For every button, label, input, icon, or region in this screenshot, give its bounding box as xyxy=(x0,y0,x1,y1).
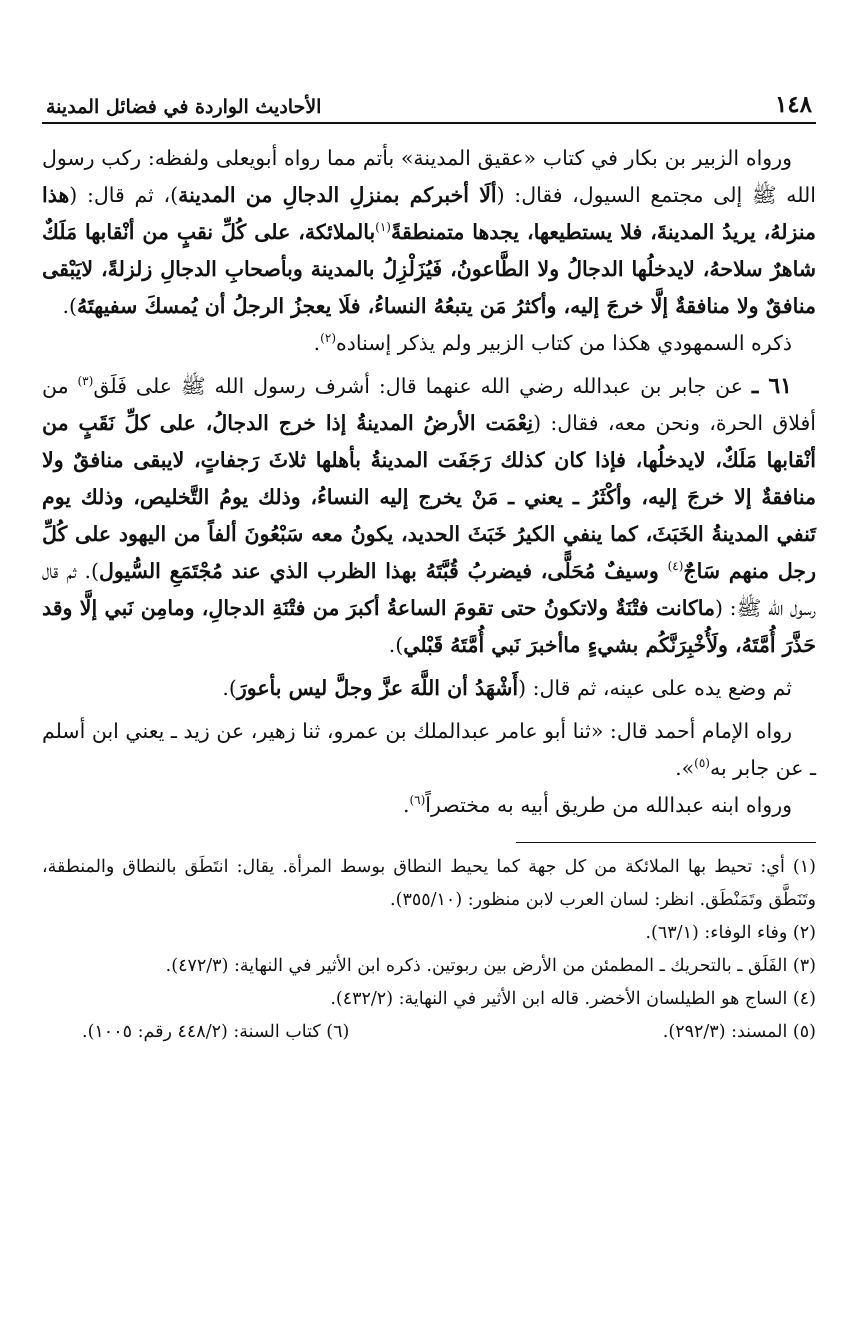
text-span: ). ثم قال رسول الله ﷺ: ( xyxy=(42,559,816,620)
main-text xyxy=(42,140,816,824)
hadith-quote: وسيفٌ مُحَلًّى، فيضربُ قُبَّتَهُ بهذا الظرب الذي عند مُجْتَمَعِ السُّيول xyxy=(98,559,668,583)
footnote-6: (٦) كتاب السنة: (٤٤٨/٢ رقم: ١٠٠٥). xyxy=(82,1022,350,1042)
hadith-number: ٦١ ـ xyxy=(751,373,792,399)
hadith-quote: أَشْهَدُ أن اللَّهَ عزَّ وجلَّ ليس بأعورَ xyxy=(236,676,519,700)
footnote-ref[interactable]: (٢) xyxy=(320,331,336,346)
page-number: ١٤٨ xyxy=(774,91,812,118)
text-span: ورواه ابنه عبدالله من طريق أبيه به مختصراً xyxy=(425,793,792,817)
footnote-rule xyxy=(516,842,816,843)
text-span: . xyxy=(402,793,410,817)
text-span: ». xyxy=(675,756,695,780)
footnote-2: (٢) وفاء الوفاء: (٦٣/١). xyxy=(645,923,816,943)
text-span: ). xyxy=(388,633,404,657)
footnote-ref[interactable]: (٥) xyxy=(694,756,710,771)
footnote-ref[interactable]: (٣) xyxy=(77,374,94,389)
footnotes xyxy=(42,851,816,1049)
text-span: ورواه الزبير بن بكار في كتاب «عقيق المدينة» بأتم مما رواه أبويعلى ولفظه: ركب رسول الله ﷺ إلى مجتمع السيول، فقال: ( xyxy=(42,146,816,207)
footnote-4: (٤) الساج هو الطيلسان الأخضر. قاله ابن الأثير في النهاية: (٤٣٢/٢). xyxy=(330,989,816,1009)
hadith-quote: نِعْمَت الأرضُ المدينةُ إذا خرج الدجالُ، على كلِّ نَقَبٍ من أنْقابها مَلَكٌ، لايدخلُها، فإذا كان كذلك رَجَفَت المدينةُ بأهلها ثلاثَ رَجفاتٍ، لايبقى منافقٌ ولا منافقةٌ إلا خرجَ إليه، وأكْثَرُ ـ يعني ـ مَنْ يخرج إليه النساءُ، وذلك يومُ التَّخليص، وذلك يوم تَنفي المدينةُ الخَبَثَ، كما ينفي الكيرُ خَبَثَ الحديد، يكونُ معه سَبْعُونَ ألفاً من اليهود على كُلِّ رجل منهم سَاجٌ xyxy=(42,411,816,583)
page-header xyxy=(42,82,816,118)
text-span: من أفلاق الحرة، ونحن معه، فقال: ( xyxy=(42,374,816,435)
footnote-ref[interactable]: (٤) xyxy=(667,559,684,574)
footnote-5: (٥) المسند: (٢٩٢/٣). xyxy=(662,1022,816,1042)
paragraph-zubair-narration xyxy=(42,140,816,325)
text-span: ). xyxy=(222,676,237,700)
paragraph-samhudi xyxy=(42,325,816,362)
text-span: )، ثم قال: ( xyxy=(69,183,179,207)
hadith-61 xyxy=(42,368,816,664)
running-title: الأحاديث الواردة في فضائل المدينة xyxy=(46,96,322,118)
hadith-quote: ألَا أخبركم بمنزلِ الدجالِ من المدينة xyxy=(178,183,497,207)
hadith-quote: ماكانت فتْنَةٌ ولاتكونُ حتى تقومَ الساعةُ أكبرَ من فتْنَةِ الدجالِ، ومامِن نَبي إلَّا وقد حَذَّرَ أُمَّتَهُ، ولَأُخْبِرَنَّكُم بشيءٍ ماأخبرَ نَبي أُمَّتَهُ قَبْلي xyxy=(42,596,816,657)
paragraph-ahmad xyxy=(42,713,816,787)
hadith-quote: بالملائكة، على كُلِّ نقبٍ من أنْقابها مَلَكٌ شاهرٌ سلاحهُ، لايدخلُها الدجالُ ولا الطَّاعونُ، فَيُزَلْزِلُ بالمدينة وبأصحابِ الدجالِ زلزلةً، لايَبْقى منافقٌ ولا منافقةٌ إلَّا خرجَ إليه، وأكثرُ مَن يتبعُهُ النساءُ، فلَا يعجزُ الرجلُ أن يُمسكَ سفيهتَهُ xyxy=(42,220,816,318)
paragraph-eye xyxy=(42,670,816,707)
paragraph-abdullah xyxy=(42,787,816,824)
footnote-row xyxy=(42,1016,816,1049)
text-span: ثم وضع يده على عينه، ثم قال: ( xyxy=(518,676,792,700)
text-span: . xyxy=(313,331,321,355)
footnote-1: (١) أي: تحيط بها الملائكة من كل جهة كما يحيط النطاق بوسط المرأة. يقال: انتَطَق بالنطاق والمنطقة، وتَنَطَّق وتَمَنْطَق. انظر: لسان العرب لابن منظور: (٣٥٥/١٠). xyxy=(42,857,816,910)
footnote-ref[interactable]: (٦) xyxy=(409,793,426,808)
hadith-quote: هذا منزلهُ، يريدُ المدينةَ، فلا يستطيعها، يجدها متمنطقةً xyxy=(42,183,816,244)
text-span: رواه الإمام أحمد قال: «ثنا أبو عامر عبدالملك بن عمرو، ثنا زهير، عن زيد ـ يعني ابن أسلم ـ عن جابر به xyxy=(42,719,816,780)
header-rule xyxy=(42,122,816,124)
text-span: ذكره السمهودي هكذا من كتاب الزبير ولم يذكر إسناده xyxy=(336,331,792,355)
text-span: ). xyxy=(62,294,77,318)
footnote-ref[interactable]: (١) xyxy=(375,220,391,235)
text-span: عن جابر بن عبدالله رضي الله عنهما قال: أشرف رسول الله ﷺ على فَلَق xyxy=(93,374,743,398)
footnote-3: (٣) الفَلَق ـ بالتحريك ـ المطمئن من الأرض بين ربوتين. ذكره ابن الأثير في النهاية: (٤٧٢/٣). xyxy=(165,956,816,976)
